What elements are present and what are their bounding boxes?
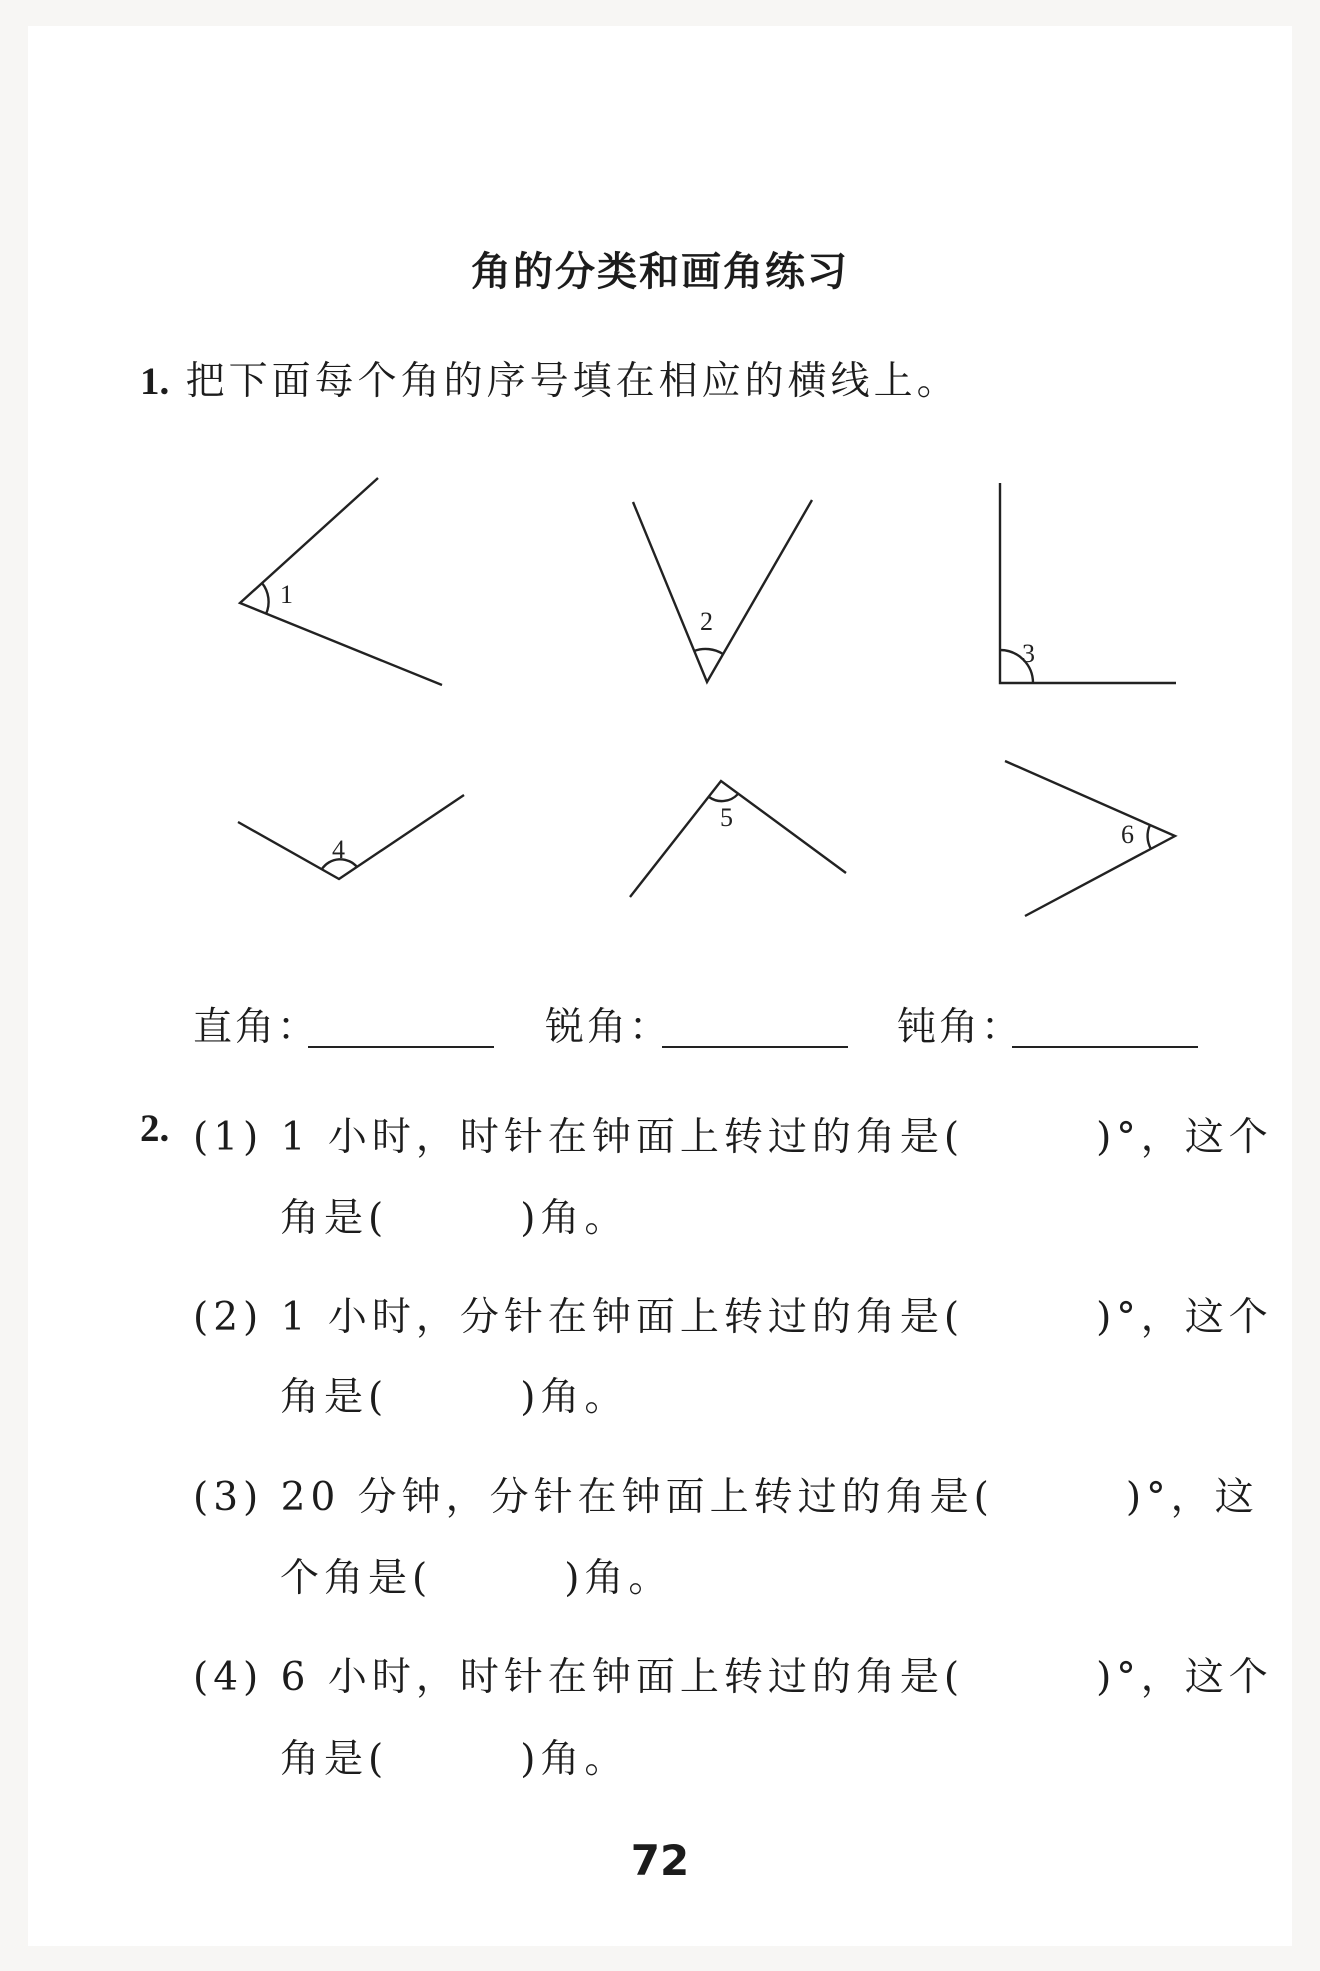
angle-6-label: 6 [1121,820,1134,849]
angle-2-figure [633,500,812,682]
question-2-number [140,1106,169,1151]
question-2-item-3 [193,1466,1259,1522]
question-1-number: 1. [140,360,170,403]
angle-4-label: 4 [332,835,345,864]
item-2-label: (2) [193,1295,264,1340]
item-3-line1: 20 分钟，分针在钟面上转过的角是( )°，这 [280,1475,1259,1520]
angle-3-label: 3 [1022,639,1035,668]
right-angle-label: 直角： [193,1005,320,1050]
item-4-line1: 6 小时，时针在钟面上转过的角是( )°，这个 [280,1655,1273,1700]
question-2-number-text: 2. [140,1107,170,1150]
question-1-text: 把下面每个角的序号填在相应的横线上。 [185,359,960,404]
angle-4-figure [238,795,464,879]
item-2-line1: 1 小时，分针在钟面上转过的角是( )°，这个 [280,1295,1273,1340]
item-1-label: (1) [193,1115,264,1160]
angle-1-label: 1 [280,580,293,609]
item-2-line2: 角是( )角。 [280,1375,629,1420]
item-3-label: (3) [193,1475,264,1520]
question-2-item-1 [193,1106,1273,1162]
angle-6-figure [1005,761,1175,916]
page-title: 角的分类和画角练习 [471,249,849,295]
item-4-line2: 角是( )角。 [280,1737,629,1782]
page-number: 72 [630,1836,690,1885]
acute-angle-label: 锐角： [545,1005,672,1050]
right-angle-blank[interactable] [308,1046,494,1048]
angle-1-figure [240,478,442,685]
item-1-line2: 角是( )角。 [280,1196,629,1241]
item-4-label: (4) [193,1655,264,1700]
question-2-item-2 [193,1286,1273,1342]
angle-5-figure [630,781,846,897]
angle-5-label: 5 [720,803,733,832]
obtuse-angle-blank[interactable] [1012,1046,1198,1048]
obtuse-angle-label: 钝角： [897,1005,1024,1050]
item-1-line1: 1 小时，时针在钟面上转过的角是( )°，这个 [280,1115,1273,1160]
item-3-line2: 个角是( )角。 [280,1556,673,1601]
question-2-item-4 [193,1646,1273,1702]
acute-angle-blank[interactable] [662,1046,848,1048]
angle-2-label: 2 [700,607,713,636]
